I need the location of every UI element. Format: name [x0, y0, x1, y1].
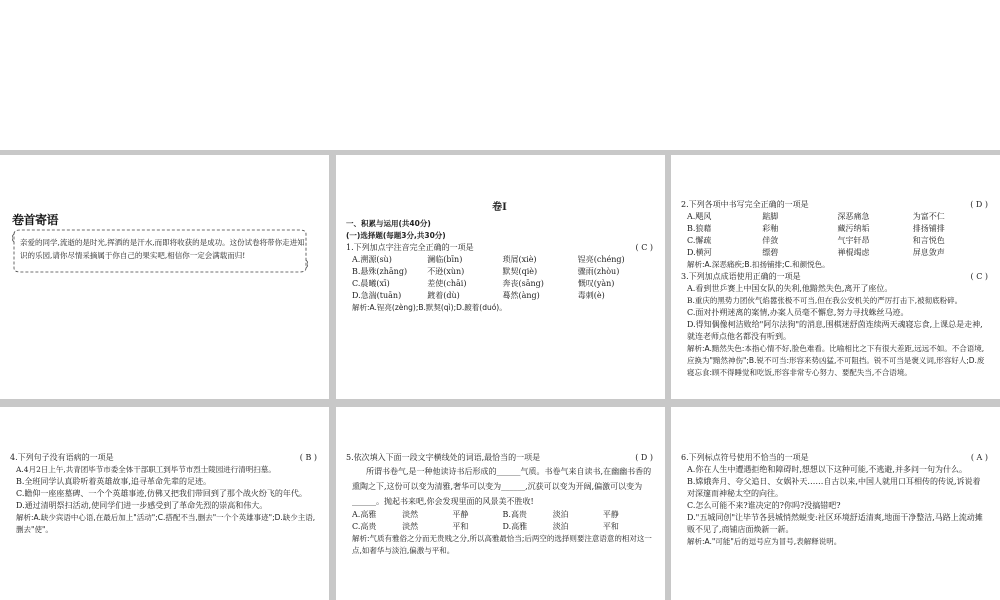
option-row: D.急湍(tuān) 踱着(dù) 蓦然(àng) 毒刺(è) [352, 291, 605, 300]
question-5-analysis: 解析:气质有雅俗之分而无贵贱之分,所以高雅最恰当;后两空的选择则要注意语意的相对这一点,如奢华与淡泊,偏激与平和。 [352, 534, 652, 555]
option-c: C.面对扑朔迷离的案情,办案人员毫不懈怠,努力寻找蛛丝马迹。 [687, 308, 909, 317]
page-panel-q5 [336, 407, 665, 600]
subsection-heading: (一)选择题(每题3分,共30分) [346, 231, 446, 240]
question-5-passage: 所谓书卷气,是一种他读诗书后形成的______气质。书卷气来自读书,在幽幽书香的熏陶之下,这份可以变为清雅,奢华可以变为______,沉获可以变为开阔,偏激可以变为______。抛起书来吧,你会发现里面的风景美不胜收! [352, 467, 652, 506]
option-d: D.通过清明祭扫活动,使同学们进一步感受到了革命先烈的崇高和伟大。 [16, 501, 268, 510]
question-2-answer: ( D ) [970, 200, 988, 209]
section-heading: 一、积累与运用(共40分) [346, 219, 431, 228]
page-panel-q1 [336, 155, 665, 399]
option-b: B.全班同学认真聆听着英雄故事,追寻革命先辈的足迹。 [16, 477, 211, 486]
question-5-answer: ( D ) [635, 453, 653, 462]
question-1-answer: ( C ) [635, 243, 653, 252]
question-4-stem: 4.下列句子没有语病的一项是 ( B ) [10, 453, 317, 462]
option-a: A.看到世乒赛上中国女队的失利,他黯然失色,离开了座位。 [687, 284, 893, 293]
option-row: A.高雅 淡然 平静 B.高贵 淡泊 平静 [352, 510, 619, 519]
question-6-stem: 6.下列标点符号使用不恰当的一项是 ( A ) [681, 453, 988, 462]
page-panel-q6 [671, 407, 1000, 600]
option-row: B.悬殊(zhāng) 不逊(xùn) 默契(qiè) 骤雨(zhòu) [352, 267, 620, 276]
question-6-analysis: 解析:A."可能"后的逗号应为冒号,表解释说明。 [687, 537, 842, 546]
foreword-text: 亲爱的同学,流逝的是时光,挥洒的是汗水,而即将收获的是成功。这份试卷将带你走进知识的乐园,请你尽情采摘属于你自己的果实吧,相信你一定会满载而归! [20, 238, 305, 260]
option-b: B.重庆的黑势力团伙气焰嚣张极不可当,但在我公安机关的严厉打击下,被彻底粉碎。 [687, 296, 963, 305]
question-4-answer: ( B ) [299, 453, 317, 462]
option-row: A.飓风 踮脚 深恶痛急 为富不仁 [687, 212, 945, 221]
foreword-title: 卷首寄语 [12, 213, 59, 227]
option-row: D.横河 缥碧 禅棍竭虑 屏息敛声 [687, 248, 945, 257]
option-row: A.溯源(sù) 澜临(bīn) 琐屑(xiè) 锃亮(chéng) [352, 255, 625, 264]
page-panel-q4 [0, 407, 329, 600]
question-1-analysis: 解析:A.锃亮(zèng);B.默契(qì);D.踱着(duó)。 [352, 303, 507, 312]
question-3-stem: 3.下列加点成语使用正确的一项是 ( C ) [681, 272, 988, 281]
question-6-answer: ( A ) [970, 453, 988, 462]
option-d: D.得知偶像柯洁败给"阿尔法狗"的消息,围棋迷舒茵连续两天魂寝忘食,上课总是走神,就连老师点他名都没有听到。 [687, 320, 983, 341]
option-d: D."五城同创"让毕节各县城悄然蜕变:社区环境舒适清爽,地面干净整洁,马路上流动摊贩不见了,商铺店面焕新一新。 [687, 513, 983, 534]
option-a: A.你在人生中遭遇拒绝和障碍时,想想以下这种可能,不逃避,并多问一句为什么。 [687, 465, 967, 474]
question-4-analysis: 解析:A.缺少宾语中心语,在最后加上"活动";C.搭配不当,删去"一个个英雄事迹";D.缺少主语,删去"使"。 [16, 513, 316, 534]
question-3-analysis: 解析:A.黯然失色:本指心情不好,脸色难看。比喻相比之下有很大差距,远远不如。不合语境,应换为"黯然神伤";B.锐不可当:形容来势凶猛,不可阻挡。锐不可当是褒义词,形容好人;D.废寝忘食:顾不得睡觉和吃饭,形容非常专心努力、要配失当,不合语境。 [687, 344, 985, 377]
option-row: C.懈疏 伴敛 气宇轩昂 和言悦色 [687, 236, 945, 245]
option-row: B.狼藉 彩釉 藏污纳垢 排扬铺排 [687, 224, 945, 233]
option-row: C.晨曦(xī) 差使(chāi) 奔丧(sāng) 慨叹(yàn) [352, 279, 615, 288]
page-panel-q2-q3 [671, 155, 1000, 399]
question-2-stem: 2.下列各项中书写完全正确的一项是 ( D ) [681, 200, 988, 209]
paper-section-title: 卷Ⅰ [492, 202, 507, 213]
page-panel-cover [0, 155, 329, 399]
option-c: C.怎么可能不来?谁决定的?你吗?没搞错吧? [687, 501, 841, 510]
question-5-stem: 5.依次填入下面一段文字横线处的词语,最恰当的一项是 ( D ) [346, 453, 653, 462]
option-row: C.高贵 淡然 平和 D.高雅 淡泊 平和 [352, 522, 619, 531]
option-b: B.嫦娥奔月、夸父追日、女娲补天……自古以来,中国人就用口耳相传的传说,诉说着对深邃而神秘太空的向往。 [687, 477, 981, 498]
option-a: A.4月2日上午,共青团毕节市委全体干部职工到毕节市烈士陵园进行清明扫墓。 [16, 465, 276, 474]
question-2-analysis: 解析:A.深恶痛疾;B.扣扬铺排;C.和颜悦色。 [687, 260, 830, 269]
question-3-answer: ( C ) [970, 272, 988, 281]
option-c: C.瞻仰一座座墓碑、一个个英雄事迹,仿佛又把我们带回到了那个战火纷飞的年代。 [16, 489, 307, 498]
question-1-stem: 1.下列加点字注音完全正确的一项是 ( C ) [346, 243, 653, 252]
foreword-banner [12, 214, 308, 284]
